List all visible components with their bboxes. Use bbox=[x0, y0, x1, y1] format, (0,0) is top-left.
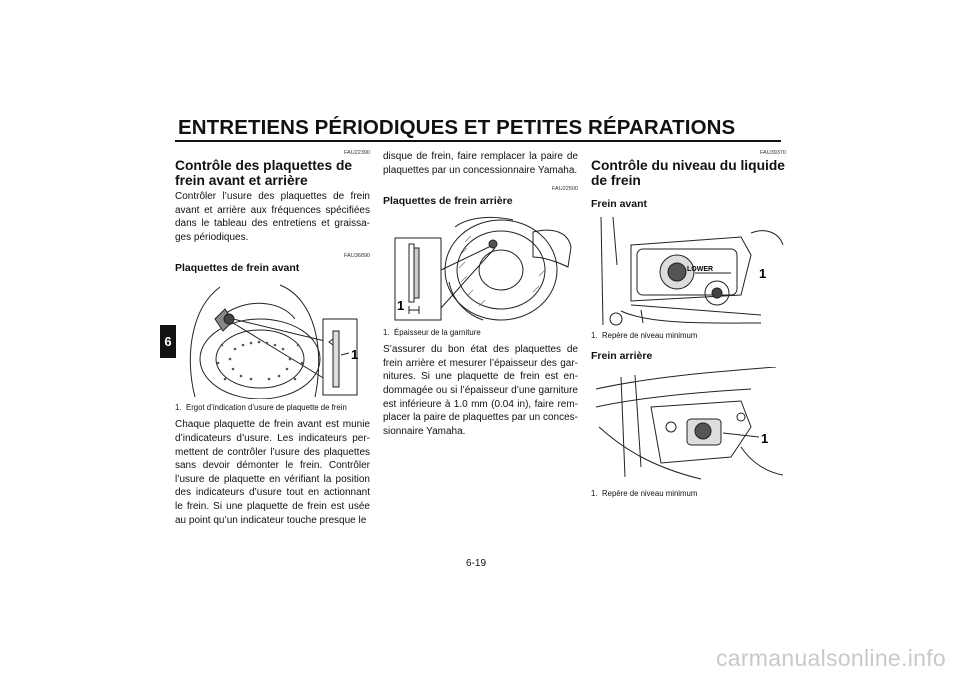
chapter-tab: 6 bbox=[160, 325, 176, 358]
body-paragraph: Chaque plaquette de frein avant est munie d’indicateurs d’usure. Les indicateurs per-mettent de contrôler l’usure des plaquettes sans devoir démonter le frein. Contrôler l’usure de plaquette en vérifiant la position des indicateurs d’usure tout en actionnant le frein. Si une plaquette de frein est usée au point qu’un indicateur touche presque le bbox=[175, 419, 370, 526]
figure-caption bbox=[175, 403, 370, 412]
rear-reservoir-illustration bbox=[591, 367, 786, 485]
subsection-title: Plaquettes de frein arrière bbox=[383, 195, 513, 208]
page-number: 6-19 bbox=[466, 558, 487, 569]
figure-callout: 1 bbox=[759, 266, 767, 281]
caption-text: Repère de niveau minimum bbox=[602, 331, 698, 340]
front-brake-pad-illustration bbox=[175, 279, 370, 399]
intro-paragraph: Contrôler l’usure des plaquettes de frein avant et arrière aux fréquences spécifiées dans le tableau des entretiens et graissa-ges périodiques. bbox=[175, 191, 370, 243]
caption-number: 1. bbox=[591, 489, 598, 498]
front-caption bbox=[591, 331, 786, 340]
header-rule bbox=[175, 140, 781, 142]
page-title: ENTRETIENS PÉRIODIQUES ET PETITES RÉPARATIONS bbox=[178, 116, 736, 139]
watermark: carmanualsonline.info bbox=[715, 645, 946, 671]
section-title: Contrôle du niveau du liquide de frein bbox=[591, 158, 785, 188]
column-1 bbox=[175, 150, 370, 527]
caption-number: 1. bbox=[591, 331, 598, 340]
section-code: FAU22390 bbox=[344, 150, 370, 156]
figure-callout: 1 bbox=[397, 298, 405, 314]
rear-subtitle: Frein arrière bbox=[591, 350, 653, 362]
column-2 bbox=[383, 150, 578, 438]
rear-brake-pad-illustration bbox=[383, 212, 578, 324]
lower-mark-label: LOWER bbox=[687, 266, 714, 273]
subsection-code: FAU22500 bbox=[552, 186, 578, 193]
caption-number: 1. bbox=[383, 328, 390, 338]
front-reservoir-illustration bbox=[591, 215, 786, 327]
body-paragraph: S’assurer du bon état des plaquettes de frein arrière et mesurer l’épaisseur des gar-nitures. Si une plaquette de frein est en-dommagée ou si l’épaisseur d’une garniture est inférieure à 1.0 mm (0.04 in), faire rem-placer la paire de plaquettes par un conces-sionnaire Yamaha. bbox=[383, 344, 578, 437]
figure-callout: 1 bbox=[351, 347, 359, 363]
continuation-paragraph: disque de frein, faire remplacer la paire de plaquettes par un concessionnaire Yamaha. bbox=[383, 151, 578, 176]
subsection-code: FAU36890 bbox=[344, 253, 370, 260]
column-3 bbox=[591, 150, 786, 504]
rear-caption bbox=[591, 489, 786, 498]
caption-number: 1. bbox=[175, 403, 182, 413]
caption-text: Repère de niveau minimum bbox=[602, 489, 698, 498]
subsection-title: Plaquettes de frein avant bbox=[175, 262, 300, 275]
section-title: Contrôle des plaquettes de frein avant et arrière bbox=[175, 158, 353, 188]
caption-text: Ergot d’indication d’usure de plaquette de frein bbox=[186, 403, 347, 413]
figure-callout: 1 bbox=[761, 431, 769, 446]
figure-caption bbox=[383, 328, 578, 337]
caption-text: Épaisseur de la garniture bbox=[394, 328, 481, 338]
section-code: FAU39370 bbox=[760, 150, 786, 156]
front-subtitle: Frein avant bbox=[591, 198, 648, 210]
